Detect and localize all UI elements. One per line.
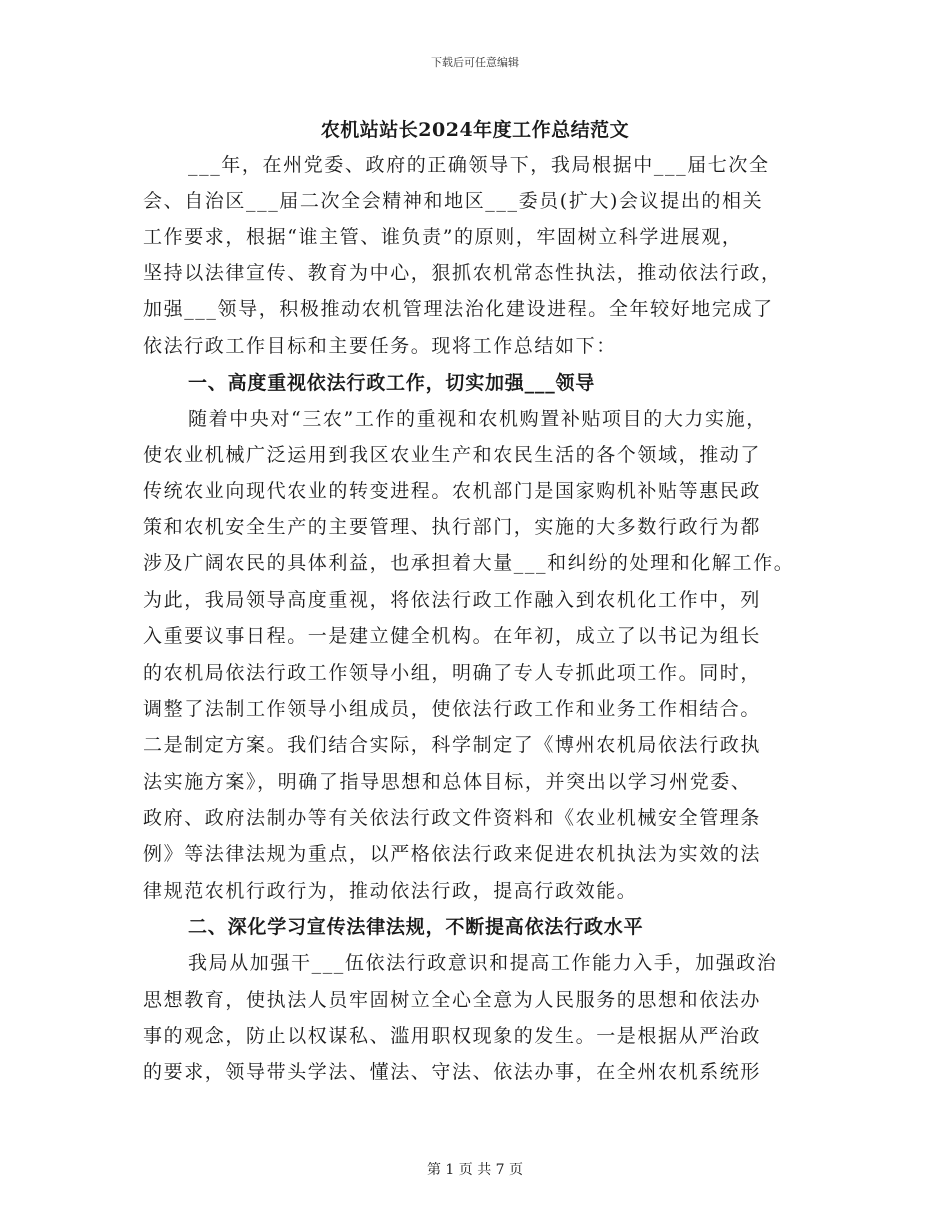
body-line: 工作要求，根据“谁主管、谁负责”的原则，牢固树立科学进展观， [143, 226, 743, 248]
body-line: ___年，在州党委、政府的正确领导下，我局根据中___届七次全 [188, 154, 770, 176]
body-line: 为此，我局领导高度重视，将依法行政工作融入到农机化工作中，列 [143, 589, 762, 611]
body-line: 加强___领导，积极推动农机管理法治化建设进程。全年较好地完成了 [143, 298, 774, 320]
body-line: 依法行政工作目标和主要任务。现将工作总结如下： [143, 335, 617, 357]
page-number: 第 1 页 共 7 页 [426, 1162, 524, 1178]
body-line: 例》等法律法规为重点，以严格依法行政来促进农机执法为实效的法 [143, 843, 762, 865]
body-line: 二是制定方案。我们结合实际，科学制定了《博州农机局依法行政执 [143, 734, 762, 756]
body-line: 的农机局依法行政工作领导小组，明确了专人专抓此项工作。同时， [143, 662, 762, 684]
body-line: 调整了法制工作领导小组成员，使依法行政工作和业务工作相结合。 [143, 698, 762, 720]
section-heading: 二、深化学习宣传法律法规，不断提高依法行政水平 [188, 916, 644, 938]
body-line: 随着中央对“三农”工作的重视和农机购置补贴项目的大力实施， [188, 408, 767, 430]
section-heading: 一、高度重视依法行政工作，切实加强___领导 [188, 372, 596, 394]
body-line: 律规范农机行政行为，推动依法行政，提高行政效能。 [143, 880, 638, 902]
body-line: 传统农业向现代农业的转变进程。农机部门是国家购机补贴等惠民政 [143, 480, 762, 502]
body-line: 事的观念，防止以权谋私、滥用职权现象的发生。一是根据从严治政 [143, 1025, 762, 1047]
page-header-note: 下载后可任意编辑 [431, 56, 519, 69]
body-line: 会、自治区___届二次全会精神和地区___委员(扩大)会议提出的相关 [143, 190, 764, 212]
body-line: 入重要议事日程。一是建立健全机构。在年初，成立了以书记为组长 [143, 625, 762, 647]
body-line: 政府、政府法制办等有关依法行政文件资料和《农业机械安全管理条 [143, 807, 762, 829]
body-line: 法实施方案》，明确了指导思想和总体目标，并突出以学习州党委、 [143, 771, 752, 793]
body-line: 我局从加强干___伍依法行政意识和提高工作能力入手，加强政治 [188, 952, 778, 974]
body-line: 策和农机安全生产的主要管理、执行部门，实施的大多数行政行为都 [143, 516, 762, 538]
body-line: 涉及广阔农民的具体利益，也承担着大量___和纠纷的处理和化解工作。 [143, 552, 795, 574]
body-line: 思想教育，使执法人员牢固树立全心全意为人民服务的思想和依法办 [143, 989, 762, 1011]
document-title: 农机站站长2024年度工作总结范文 [320, 119, 630, 141]
body-line: 使农业机械广泛运用到我区农业生产和农民生活的各个领域，推动了 [143, 444, 762, 466]
body-line: 的要求，领导带头学法、懂法、守法、依法办事，在全州农机系统形 [143, 1061, 762, 1083]
body-line: 坚持以法律宣传、教育为中心，狠抓农机常态性执法，推动依法行政， [143, 262, 782, 284]
